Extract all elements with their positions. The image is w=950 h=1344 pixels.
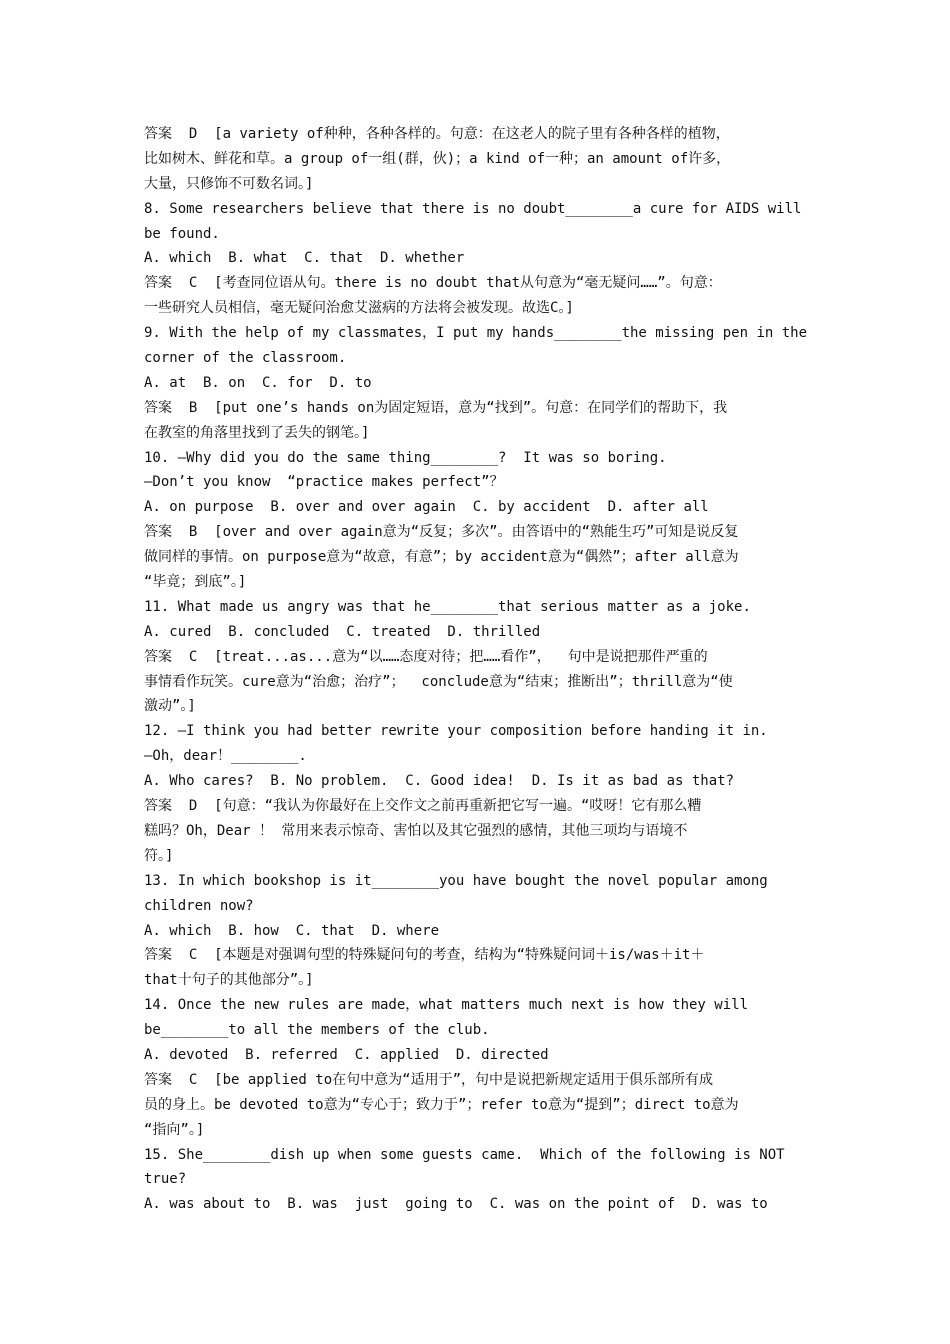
- text-line: 答案 B [over and over again意为“反复；多次”。由答语中的“熟能生巧”可知是说反复: [144, 524, 739, 541]
- text-line: that十句子的其他部分”。]: [144, 972, 314, 989]
- text-line: 符。]: [144, 847, 174, 864]
- text-line: 13. In which bookshop is it________you have bought the novel popular among: [144, 872, 768, 889]
- text-line: A. which B. what C. that D. whether: [144, 250, 465, 267]
- text-line: children now?: [144, 897, 254, 914]
- text-line: be found.: [144, 225, 220, 242]
- text-line: 答案 C [treat...as...意为“以……态度对待；把……看作”， 句中是说把那件严重的: [144, 648, 708, 665]
- text-line: A. Who cares? B. No problem. C. Good idea! D. Is it as bad as that?: [144, 773, 735, 790]
- text-line: 在教室的角落里找到了丢失的钢笔。]: [144, 424, 370, 441]
- text-line: 糕吗？Oh，Dear ！ 常用来表示惊奇、害怕以及其它强烈的感情，其他三项均与语境不: [144, 822, 688, 839]
- text-line: 做同样的事情。on purpose意为“故意，有意”；by accident意为“偶然”；after all意为: [144, 549, 739, 566]
- text-line: 12. —I think you had better rewrite your composition before handing it in.: [144, 723, 768, 740]
- text-line: “毕竟；到底”。]: [144, 574, 247, 591]
- text-line: 激动”。]: [144, 698, 196, 715]
- text-line: 答案 C [考查同位语从句。there is no doubt that从句意为“毫无疑问……”。句意：: [144, 275, 722, 292]
- text-line: 比如树木、鲜花和草。a group of一组(群，伙)；a kind of一种；an amount of许多，: [144, 150, 731, 167]
- text-line: 10. —Why did you do the same thing________? It was so boring.: [144, 449, 667, 466]
- text-line: 事情看作玩笑。cure意为“治愈；治疗”； conclude意为“结束；推断出”；thrill意为“使: [144, 673, 733, 690]
- text-line: A. devoted B. referred C. applied D. directed: [144, 1046, 549, 1063]
- text-line: corner of the classroom.: [144, 350, 347, 367]
- text-line: 答案 B [put one’s hands on为固定短语，意为“找到”。句意：在同学们的帮助下，我: [144, 399, 728, 416]
- text-line: 大量，只修饰不可数名词。]: [144, 175, 314, 192]
- text-line: 11. What made us angry was that he________that serious matter as a joke.: [144, 598, 751, 615]
- text-line: 员的身上。be devoted to意为“专心于；致力于”；refer to意为“提到”；direct to意为: [144, 1096, 739, 1113]
- text-line: 答案 C [本题是对强调句型的特殊疑问句的考查，结构为“特殊疑问词＋is/was＋it＋: [144, 947, 705, 964]
- text-line: 答案 D [a variety of种种，各种各样的。句意：在这老人的院子里有各种各样的植物，: [144, 126, 730, 142]
- text-line: 8. Some researchers believe that there is no doubt________a cure for AIDS will: [144, 200, 802, 217]
- text-line: A. which B. how C. that D. where: [144, 922, 440, 939]
- text-line: 9. With the help of my classmates，I put my hands________the missing pen in the: [144, 325, 808, 342]
- text-line: 答案 C [be applied to在句中意为“适用于”，句中是说把新规定适用于俱乐部所有成: [144, 1071, 714, 1088]
- text-line: —Oh，dear！________.: [144, 748, 307, 765]
- text-line: true?: [144, 1171, 187, 1188]
- text-line: A. was about to B. was just going to C. was on the point of D. was to: [144, 1196, 768, 1213]
- text-line: —Don’t you know “practice makes perfect”？: [144, 474, 504, 491]
- text-line: 答案 D [句意：“我认为你最好在上交作文之前再重新把它写一遍。“哎呀！它有那么糟: [144, 798, 702, 815]
- text-line: A. at B. on C. for D. to: [144, 374, 372, 391]
- text-line: be________to all the members of the club.: [144, 1022, 490, 1039]
- text-line: A. cured B. concluded C. treated D. thrilled: [144, 623, 541, 640]
- text-line: 14. Once the new rules are made，what matters much next is how they will: [144, 997, 749, 1014]
- text-line: 一些研究人员相信，毫无疑问治愈艾滋病的方法将会被发现。故选C。]: [144, 300, 574, 317]
- text-line: 15. She________dish up when some guests came. Which of the following is NOT: [144, 1146, 785, 1163]
- document-page: [144, 122, 810, 1217]
- text-line: A. on purpose B. over and over again C. by accident D. after all: [144, 499, 709, 516]
- text-line: “指向”。]: [144, 1121, 205, 1138]
